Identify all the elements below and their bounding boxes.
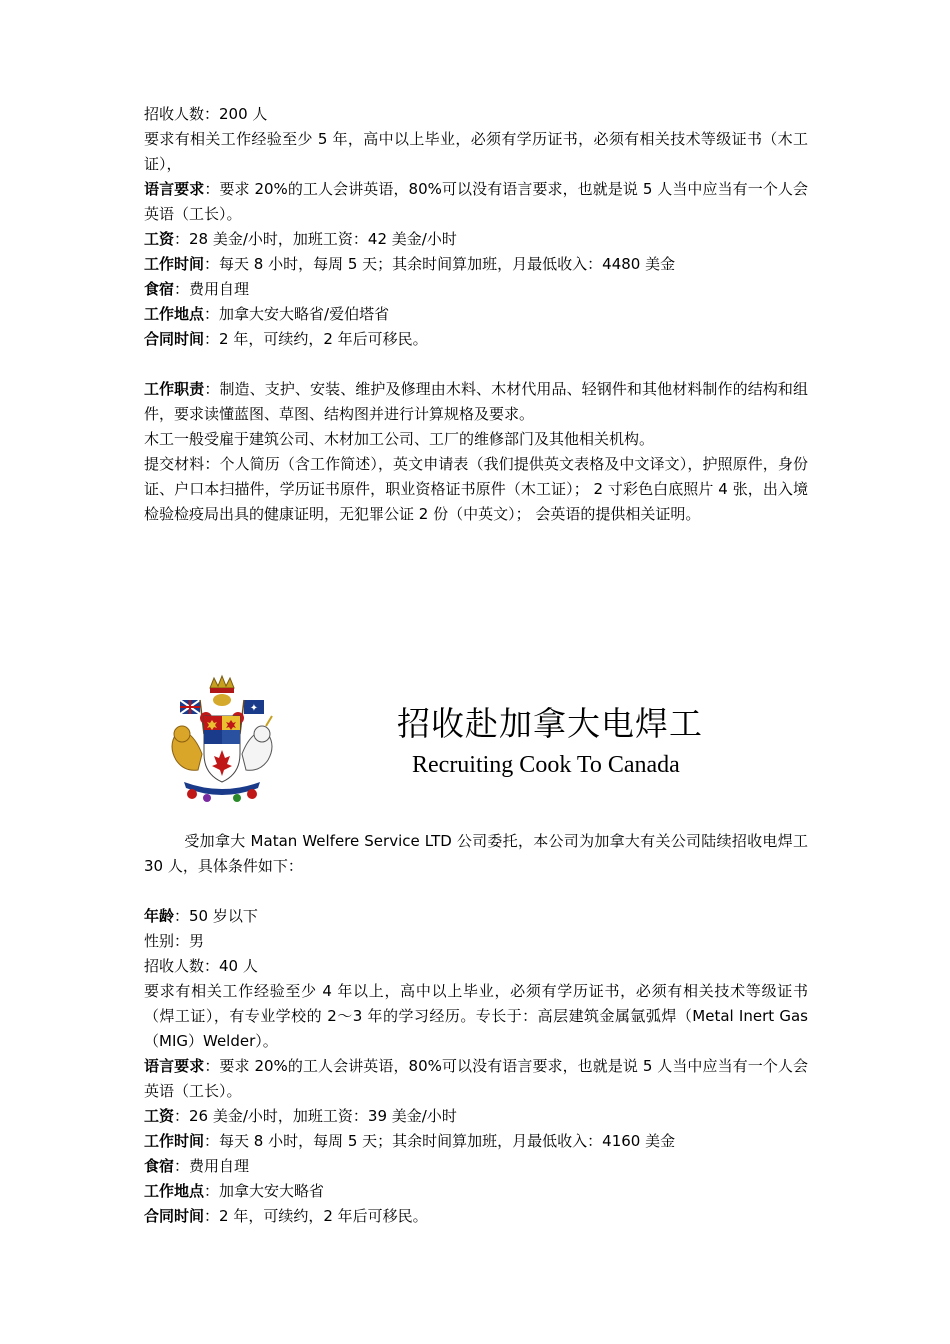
employers-line: 木工一般受雇于建筑公司、木材加工公司、工厂的维修部门及其他相关机构。 bbox=[144, 430, 655, 448]
board-line bbox=[144, 277, 808, 302]
materials-line: 提交材料：个人简历（含工作简述），英文申请表（我们提供英文表格及中文译文），护照原件，身份证、户口本扫描件，学历证书原件，职业资格证书原件（木工证）； 2 寸彩色白底照片 4 张，出入境检验检疫局出具的健康证明，无犯罪公证 2 份（中英文）； 会英语的提供相关证明。 bbox=[144, 455, 808, 523]
headcount-line: 招收人数：200 人 bbox=[144, 105, 268, 123]
location-label: 工作地点 bbox=[144, 305, 205, 323]
hours-value: ：每天 8 小时，每周 5 天；其余时间算加班，月最低收入：4160 美金 bbox=[204, 1132, 676, 1150]
location-label: 工作地点 bbox=[144, 1182, 205, 1200]
wage-label: 工资 bbox=[144, 230, 175, 248]
contract-value: ：2 年，可续约，2 年后可移民。 bbox=[204, 1207, 428, 1225]
spacer bbox=[144, 352, 808, 377]
contract-line bbox=[144, 327, 808, 352]
board-label: 食宿 bbox=[144, 280, 175, 298]
language-label: 语言要求 bbox=[144, 1057, 205, 1075]
language-line bbox=[144, 177, 808, 227]
contract-value: ：2 年，可续约，2 年后可移民。 bbox=[204, 330, 428, 348]
hours-value: ：每天 8 小时，每周 5 天；其余时间算加班，月最低收入：4480 美金 bbox=[204, 255, 676, 273]
age-value: ：50 岁以下 bbox=[174, 907, 258, 925]
hours-label: 工作时间 bbox=[144, 1132, 205, 1150]
wage-value: ：26 美金/小时，加班工资：39 美金/小时 bbox=[174, 1107, 457, 1125]
contract-line bbox=[144, 1204, 808, 1229]
language-line bbox=[144, 1054, 808, 1104]
location-value: ：加拿大安大略省 bbox=[204, 1182, 325, 1200]
canada-coat-of-arms-icon bbox=[162, 674, 282, 804]
board-value: ：费用自理 bbox=[174, 280, 250, 298]
contract-label: 合同时间 bbox=[144, 1207, 205, 1225]
gender-line: 性别：男 bbox=[144, 932, 205, 950]
wage-line bbox=[144, 1104, 808, 1129]
requirements-line: 要求有相关工作经验至少 4 年以上，高中以上毕业，必须有学历证书，必须有相关技术等级证书（焊工证），有专业学校的 2～3 年的学习经历。专长于：高层建筑金属氩弧焊（Metal Inert Gas（MIG）Welder）。 bbox=[144, 982, 808, 1050]
listing-header bbox=[144, 672, 808, 812]
hours-line bbox=[144, 1129, 808, 1154]
page-title: 招收赴加拿大电焊工 bbox=[397, 704, 703, 743]
age-line bbox=[144, 904, 808, 929]
intro-paragraph: 受加拿大 Matan Welfere Service LTD 公司委托，本公司为加拿大有关公司陆续招收电焊工 30 人，具体条件如下： bbox=[144, 832, 813, 875]
language-value: ：要求 20%的工人会讲英语，80%可以没有语言要求，也就是说 5 人当中应当有一个人会英语（工长）。 bbox=[144, 1057, 808, 1100]
location-line bbox=[144, 1179, 808, 1204]
hours-label: 工作时间 bbox=[144, 255, 205, 273]
page-subtitle: Recruiting Cook To Canada bbox=[412, 752, 680, 778]
headcount-line: 招收人数：40 人 bbox=[144, 957, 258, 975]
requirements-line: 要求有相关工作经验至少 5 年，高中以上毕业，必须有学历证书，必须有相关技术等级证书（木工证）， bbox=[144, 130, 808, 173]
duties-line bbox=[144, 377, 808, 427]
hours-line bbox=[144, 252, 808, 277]
board-value: ：费用自理 bbox=[174, 1157, 250, 1175]
carpenter-details bbox=[144, 102, 808, 527]
location-value: ：加拿大安大略省/爱伯塔省 bbox=[204, 305, 390, 323]
wage-label: 工资 bbox=[144, 1107, 175, 1125]
contract-label: 合同时间 bbox=[144, 330, 205, 348]
welder-details bbox=[144, 829, 813, 1229]
age-label: 年龄 bbox=[144, 907, 175, 925]
language-label: 语言要求 bbox=[144, 180, 205, 198]
location-line bbox=[144, 302, 808, 327]
svg-text:✦: ✦ bbox=[249, 703, 259, 714]
duties-label: 工作职责 bbox=[144, 380, 205, 398]
spacer bbox=[144, 879, 808, 904]
duties-value: ：制造、支护、安装、维护及修理由木料、木材代用品、轻钢件和其他材料制作的结构和组件，要求读懂蓝图、草图、结构图并进行计算规格及要求。 bbox=[144, 380, 808, 423]
board-label: 食宿 bbox=[144, 1157, 175, 1175]
wage-line bbox=[144, 227, 808, 252]
board-line bbox=[144, 1154, 808, 1179]
language-value: ：要求 20%的工人会讲英语，80%可以没有语言要求，也就是说 5 人当中应当有一个人会英语（工长）。 bbox=[144, 180, 808, 223]
wage-value: ：28 美金/小时，加班工资：42 美金/小时 bbox=[174, 230, 457, 248]
